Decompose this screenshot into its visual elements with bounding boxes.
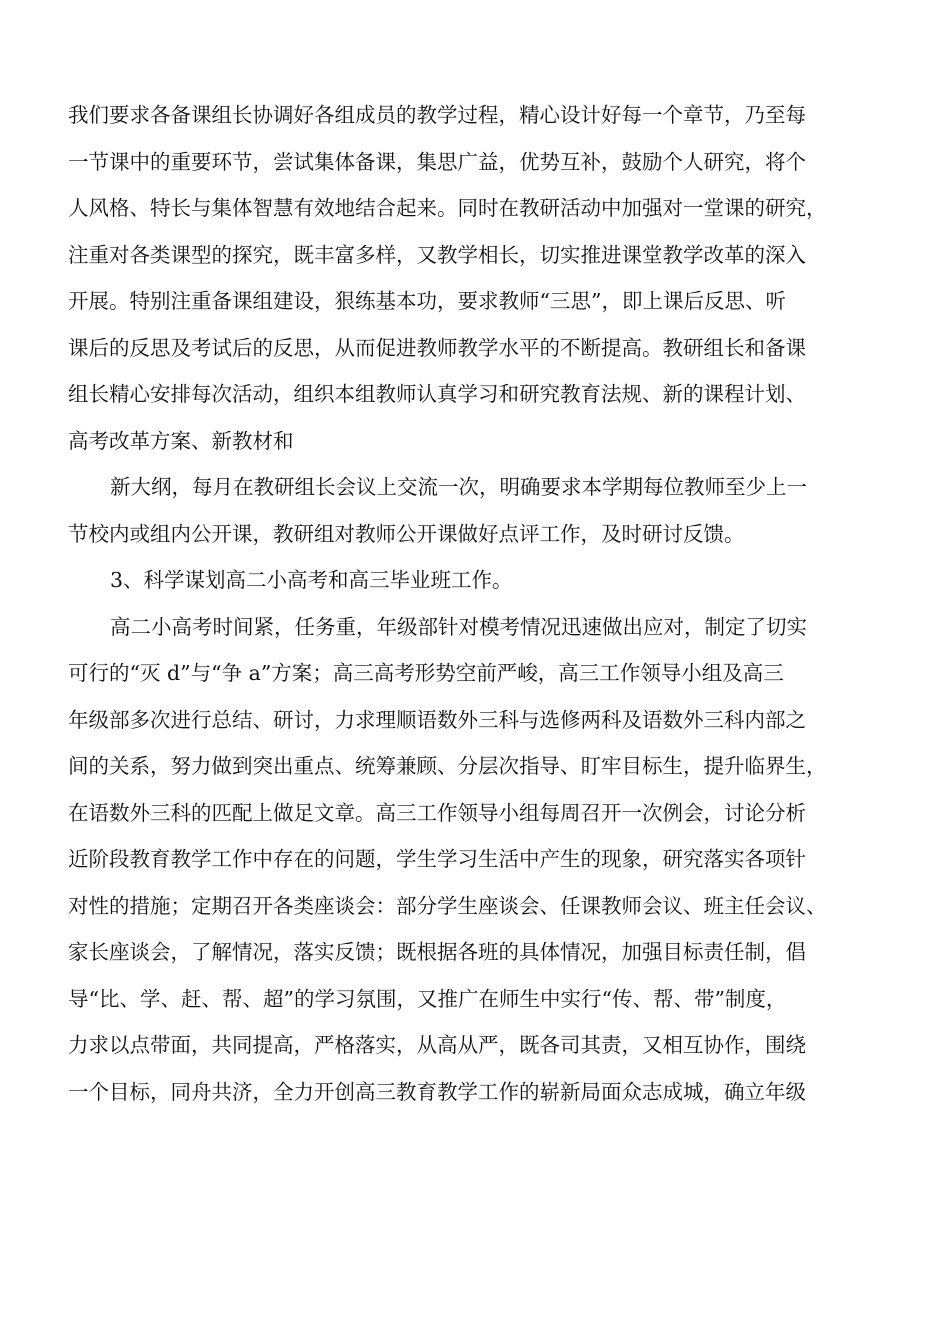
text-line: 可行的“灭 d”与“争 a”方案；高三高考形势空前严峻，高三工作领导小组及高三 [68,661,784,685]
text-line: 一个目标，同舟共济，全力开创高三教育教学工作的崭新局面众志成城，确立年级 [68,1079,806,1104]
text-line: 课后的反思及考试后的反思，从而促进教师教学水平的不断提高。教研组长和备课 [68,335,806,360]
text-line: 间的关系，努力做到突出重点、统筹兼顾、分层次指导、盯牢目标生，提升临界生， [68,754,827,778]
text-line: 导“比、学、赶、帮、超”的学习氛围，又推广在师生中实行“传、帮、带”制度， [68,986,787,1011]
text-line: 人风格、特长与集体智慧有效地结合起来。同时在教研活动中加强对一堂课的研究， [68,196,827,220]
section-heading: 3、科学谋划高二小高考和高三毕业班工作。 [110,568,513,592]
text-line: 家长座谈会，了解情况，落实反馈；既根据各班的具体情况，加强目标责任制，倡 [68,940,806,964]
text-line: 高考改革方案、新教材和 [68,428,294,453]
text-line: 对性的措施；定期召开各类座谈会：部分学生座谈会、任课教师会议、班主任会议、 [68,893,827,918]
text-line: 近阶段教育教学工作中存在的问题，学生学习生活中产生的现象，研究落实各项针 [68,847,806,871]
text-line: 力求以点带面，共同提高，严格落实，从高从严，既各司其责，又相互协作，围绕 [68,1033,806,1057]
document-body [68,92,892,1115]
text-line: 年级部多次进行总结、研讨，力求理顺语数外三科与选修两科及语数外三科内部之 [68,707,806,732]
text-line: 新大纲，每月在教研组长会议上交流一次，明确要求本学期每位教师至少上一 [110,475,807,499]
text-line: 节校内或组内公开课，教研组对教师公开课做好点评工作，及时研讨反馈。 [68,521,745,546]
text-line: 高二小高考时间紧，任务重，年级部针对模考情况迅速做出应对，制定了切实 [110,614,807,639]
text-line: 我们要求各备课组长协调好各组成员的教学过程，精心设计好每一个章节，乃至每 [68,103,806,127]
text-line: 组长精心安排每次活动，组织本组教师认真学习和研究教育法规、新的课程计划、 [68,382,806,406]
text-line: 开展。特别注重备课组建设，狠练基本功，要求教师“三思”，即上课后反思、听 [68,289,786,313]
text-line: 在语数外三科的匹配上做足文章。高三工作领导小组每周召开一次例会，讨论分析 [68,800,806,825]
text-line: 一节课中的重要环节，尝试集体备课，集思广益，优势互补，鼓励个人研究，将个 [68,149,806,174]
text-line: 注重对各类课型的探究，既丰富多样，又教学相长，切实推进课堂教学改革的深入 [68,242,806,267]
